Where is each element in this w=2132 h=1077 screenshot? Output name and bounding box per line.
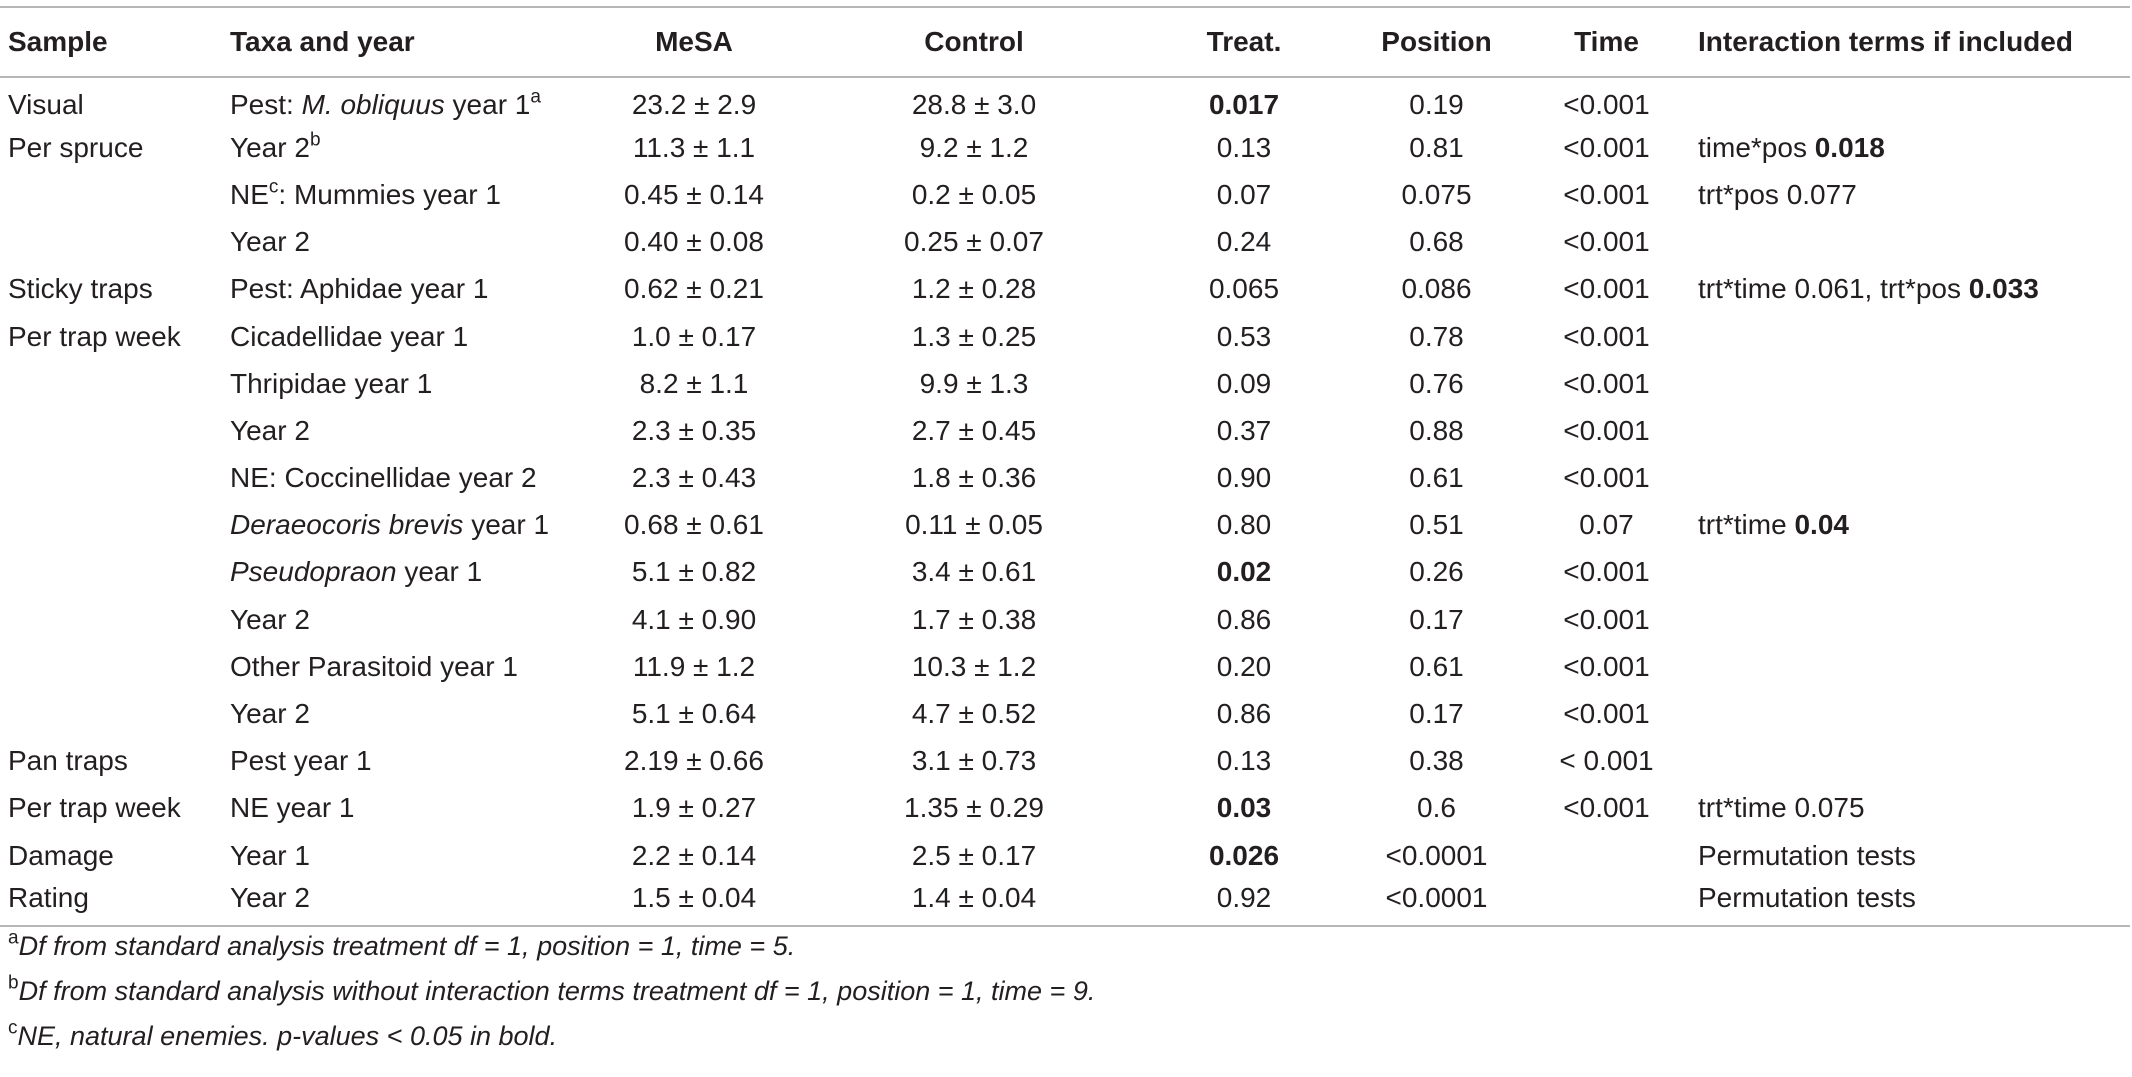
table-row (0, 502, 2130, 549)
taxa-text: Thripidae year 1 (230, 367, 433, 399)
position-cell: 0.38 (1409, 745, 1464, 777)
treat-cell: 0.53 (1216, 320, 1272, 352)
position-cell: 0.76 (1409, 367, 1464, 399)
taxa-text: Year 2 (230, 226, 310, 258)
footnote-text: Df from standard analysis treatment df = 1, position = 1, time = 5. (18, 931, 796, 961)
interaction-text: trt*pos 0.077 (1698, 178, 1857, 210)
mesa-cell: 0.40 ± 0.08 (624, 226, 764, 258)
footnote-mark: c (8, 1017, 18, 1039)
mesa-cell: 0.62 ± 0.21 (624, 273, 764, 305)
taxa-cell (222, 313, 570, 360)
taxa-italic: Deraeocoris brevis (230, 509, 464, 541)
time-cell: < 0.001 (1559, 745, 1654, 777)
control-cell: 3.4 ± 0.61 (911, 556, 1037, 588)
position-cell: 0.88 (1409, 414, 1464, 446)
treat-cell: 0.03 (1216, 792, 1272, 824)
control-cell: 9.2 ± 1.2 (919, 131, 1029, 163)
position-cell: 0.17 (1409, 698, 1464, 730)
taxa-cell (222, 549, 570, 596)
table-row (0, 738, 2130, 785)
table-row (0, 832, 2130, 879)
control-cell: 0.25 ± 0.07 (904, 226, 1044, 258)
interaction-cell (1690, 455, 2130, 502)
sample-cell: Damage (8, 839, 114, 871)
treat-cell: 0.92 (1130, 879, 1350, 926)
table-row (0, 407, 2130, 454)
table-row (0, 77, 2130, 124)
table-row (0, 549, 2130, 596)
taxa-text: Year 2 (230, 882, 310, 914)
interaction-cell (1690, 785, 2130, 832)
sample-cell: Per spruce (8, 131, 144, 163)
interaction-bold-value: 0.04 (1794, 509, 1849, 541)
interaction-cell (1690, 77, 2130, 124)
position-cell: 0.075 (1401, 178, 1472, 210)
taxa-cell (222, 785, 570, 832)
time-cell: <0.001 (1563, 226, 1650, 258)
treat-cell: 0.37 (1216, 414, 1272, 446)
control-cell: 2.7 ± 0.45 (911, 414, 1037, 446)
time-cell: 0.07 (1579, 509, 1634, 541)
time-cell (1515, 879, 1690, 926)
taxa-text: Pest: (230, 89, 302, 121)
position-cell: 0.78 (1409, 320, 1464, 352)
interaction-text: Permutation tests (1698, 882, 1916, 914)
table-row (0, 785, 2130, 832)
table-row (0, 643, 2130, 690)
mesa-cell: 8.2 ± 1.1 (639, 367, 749, 399)
control-cell: 0.11 ± 0.05 (905, 509, 1043, 541)
sample-cell (0, 171, 222, 218)
table-row (0, 596, 2130, 643)
table-row (0, 360, 2130, 407)
taxa-cell (222, 738, 570, 785)
column-header-taxa: Taxa and year (222, 7, 570, 77)
time-cell: <0.001 (1563, 603, 1650, 635)
taxa-cell (222, 690, 570, 737)
interaction-text: trt*time 0.075 (1698, 792, 1865, 824)
taxa-text-post: : Mummies year 1 (278, 178, 501, 210)
sample-cell (0, 690, 222, 737)
mesa-cell: 2.3 ± 0.35 (631, 414, 757, 446)
taxa-text: Pest: Aphidae year 1 (230, 273, 489, 305)
time-cell: <0.001 (1563, 792, 1650, 824)
footnote-mark: c (268, 176, 279, 198)
table-row (0, 455, 2130, 502)
column-header-sample: Sample (0, 7, 222, 77)
interaction-cell (1690, 502, 2130, 549)
taxa-cell (222, 77, 570, 124)
mesa-cell: 0.68 ± 0.61 (624, 509, 764, 541)
footnote-b (8, 972, 1096, 1007)
interaction-cell (1690, 313, 2130, 360)
results-table (0, 6, 2130, 927)
taxa-cell (222, 502, 570, 549)
taxa-cell (222, 219, 570, 266)
control-cell: 1.35 ± 0.29 (904, 792, 1044, 824)
treat-cell: 0.13 (1216, 131, 1272, 163)
footnote-mark: b (309, 129, 321, 151)
column-header-interaction: Interaction terms if included (1690, 7, 2130, 77)
taxa-text: Year 2 (230, 698, 310, 730)
sample-cell (0, 360, 222, 407)
taxa-italic: M. obliquus (301, 89, 445, 121)
mesa-cell: 2.19 ± 0.66 (624, 745, 764, 777)
interaction-cell (1690, 738, 2130, 785)
treat-cell: 0.026 (1208, 839, 1280, 871)
interaction-bold-value: 0.018 (1814, 131, 1885, 163)
time-cell: <0.001 (1563, 650, 1650, 682)
control-cell: 28.8 ± 3.0 (911, 89, 1037, 121)
column-header-control: Control (810, 7, 1130, 77)
time-cell: <0.001 (1563, 89, 1650, 121)
control-cell: 9.9 ± 1.3 (919, 367, 1029, 399)
interaction-cell (1690, 219, 2130, 266)
taxa-cell (222, 360, 570, 407)
position-cell: 0.61 (1409, 462, 1464, 494)
time-cell (1515, 832, 1690, 879)
treat-cell: 0.13 (1216, 745, 1272, 777)
header-row (0, 7, 2130, 77)
treat-cell: 0.80 (1216, 509, 1272, 541)
time-cell: <0.001 (1563, 462, 1650, 494)
interaction-cell (1690, 360, 2130, 407)
treat-cell: 0.86 (1216, 698, 1272, 730)
table-body (0, 77, 2130, 926)
treat-cell: 0.24 (1216, 226, 1272, 258)
taxa-text-post: year 1 (463, 509, 550, 541)
table-row (0, 124, 2130, 171)
taxa-cell (222, 643, 570, 690)
interaction-cell (1690, 690, 2130, 737)
sample-cell: Per trap week (8, 320, 181, 352)
column-header-treat: Treat. (1130, 7, 1350, 77)
interaction-text: time*pos (1698, 131, 1815, 163)
interaction-cell (1690, 266, 2130, 313)
interaction-bold-value: 0.033 (1968, 273, 2039, 305)
time-cell: <0.001 (1563, 414, 1650, 446)
position-cell: 0.61 (1409, 650, 1464, 682)
sample-cell: Sticky traps (8, 273, 153, 305)
time-cell: <0.001 (1563, 556, 1650, 588)
mesa-cell: 1.0 ± 0.17 (631, 320, 757, 352)
table-row (0, 266, 2130, 313)
sample-cell (0, 643, 222, 690)
interaction-cell (1690, 643, 2130, 690)
mesa-cell: 1.5 ± 0.04 (570, 879, 810, 926)
mesa-cell: 2.3 ± 0.43 (631, 462, 757, 494)
position-cell: 0.68 (1409, 226, 1464, 258)
table-header (0, 7, 2130, 77)
control-cell: 1.4 ± 0.04 (810, 879, 1130, 926)
control-cell: 0.2 ± 0.05 (911, 178, 1037, 210)
control-cell: 4.7 ± 0.52 (911, 698, 1037, 730)
taxa-text: Year 1 (230, 839, 310, 871)
mesa-cell: 2.2 ± 0.14 (631, 839, 757, 871)
position-cell: 0.6 (1417, 792, 1456, 824)
position-cell: <0.0001 (1350, 879, 1515, 926)
position-cell: 0.17 (1409, 603, 1464, 635)
sample-cell (0, 596, 222, 643)
sample-cell: Per trap week (8, 792, 181, 824)
interaction-text: trt*time (1698, 509, 1795, 541)
sample-cell (0, 549, 222, 596)
taxa-text: Pest year 1 (230, 745, 372, 777)
position-cell: 0.81 (1409, 131, 1464, 163)
mesa-cell: 5.1 ± 0.82 (631, 556, 757, 588)
sample-cell: Rating (0, 879, 222, 926)
control-cell: 1.3 ± 0.25 (911, 320, 1037, 352)
column-header-position: Position (1350, 7, 1515, 77)
mesa-cell: 5.1 ± 0.64 (631, 698, 757, 730)
footnote-a (8, 927, 796, 962)
taxa-text-post: year 1 (396, 556, 483, 588)
taxa-cell (222, 266, 570, 313)
taxa-cell (222, 407, 570, 454)
table-row (0, 313, 2130, 360)
column-header-time: Time (1515, 7, 1690, 77)
taxa-cell (222, 124, 570, 171)
treat-cell: 0.90 (1216, 462, 1272, 494)
position-cell: 0.51 (1409, 509, 1464, 541)
time-cell: <0.001 (1563, 273, 1650, 305)
footnote-mark: b (8, 972, 19, 994)
table-row (0, 690, 2130, 737)
taxa-text-post: year 1 (444, 89, 531, 121)
treat-cell: 0.20 (1216, 650, 1272, 682)
interaction-text: trt*time 0.061, trt*pos (1698, 273, 1969, 305)
treat-cell: 0.065 (1208, 273, 1280, 305)
interaction-cell (1690, 832, 2130, 879)
position-cell: 0.19 (1409, 89, 1464, 121)
time-cell: <0.001 (1563, 367, 1650, 399)
time-cell: <0.001 (1563, 178, 1650, 210)
time-cell: <0.001 (1563, 698, 1650, 730)
interaction-cell (1690, 407, 2130, 454)
control-cell: 1.2 ± 0.28 (911, 273, 1037, 305)
footnote-mark: a (8, 927, 19, 949)
table-row (0, 171, 2130, 218)
control-cell: 1.8 ± 0.36 (911, 462, 1037, 494)
interaction-cell (1690, 879, 2130, 926)
control-cell: 10.3 ± 1.2 (911, 650, 1037, 682)
position-cell: 0.086 (1401, 273, 1472, 305)
footnote-text: Df from standard analysis without interaction terms treatment df = 1, position = 1, time = 9. (18, 976, 1096, 1006)
treat-cell: 0.07 (1216, 178, 1272, 210)
interaction-cell (1690, 549, 2130, 596)
mesa-cell: 1.9 ± 0.27 (631, 792, 757, 824)
taxa-text: Other Parasitoid year 1 (230, 650, 518, 682)
mesa-cell: 23.2 ± 2.9 (631, 89, 757, 121)
taxa-cell (222, 171, 570, 218)
taxa-text: Year 2 (230, 414, 310, 446)
taxa-text: Year 2 (230, 603, 310, 635)
time-cell: <0.001 (1563, 320, 1650, 352)
taxa-cell (222, 596, 570, 643)
sample-cell (0, 455, 222, 502)
taxa-text: Cicadellidae year 1 (230, 320, 469, 352)
interaction-text: Permutation tests (1698, 839, 1916, 871)
footnote-c (8, 1017, 558, 1052)
footnote-text: NE, natural enemies. p-values < 0.05 in bold. (17, 1021, 558, 1051)
interaction-cell (1690, 124, 2130, 171)
column-header-mesa: MeSA (570, 7, 810, 77)
taxa-cell (222, 832, 570, 879)
taxa-text: NE (230, 178, 269, 210)
control-cell: 1.7 ± 0.38 (911, 603, 1037, 635)
interaction-cell (1690, 171, 2130, 218)
position-cell: <0.0001 (1385, 839, 1488, 871)
table-row (0, 219, 2130, 266)
position-cell: 0.26 (1409, 556, 1464, 588)
interaction-cell (1690, 596, 2130, 643)
taxa-cell (222, 879, 570, 926)
taxa-text: NE year 1 (230, 792, 355, 824)
treat-cell: 0.86 (1216, 603, 1272, 635)
treat-cell: 0.09 (1216, 367, 1272, 399)
mesa-cell: 11.9 ± 1.2 (632, 650, 756, 682)
sample-cell: Pan traps (8, 745, 128, 777)
taxa-cell (222, 455, 570, 502)
control-cell: 3.1 ± 0.73 (911, 745, 1037, 777)
footnote-mark: a (530, 86, 541, 108)
sample-cell (0, 407, 222, 454)
control-cell: 2.5 ± 0.17 (911, 839, 1037, 871)
mesa-cell: 11.3 ± 1.1 (632, 131, 756, 163)
taxa-text: Year 2 (230, 131, 310, 163)
taxa-italic: Pseudopraon (230, 556, 397, 588)
mesa-cell: 4.1 ± 0.90 (631, 603, 757, 635)
treat-cell: 0.02 (1216, 556, 1272, 588)
taxa-text: NE: Coccinellidae year 2 (230, 462, 537, 494)
sample-cell (0, 219, 222, 266)
table-row (0, 879, 2130, 926)
treat-cell: 0.017 (1208, 89, 1280, 121)
time-cell: <0.001 (1563, 131, 1650, 163)
sample-cell: Visual (8, 89, 84, 121)
mesa-cell: 0.45 ± 0.14 (624, 178, 764, 210)
sample-cell (0, 502, 222, 549)
